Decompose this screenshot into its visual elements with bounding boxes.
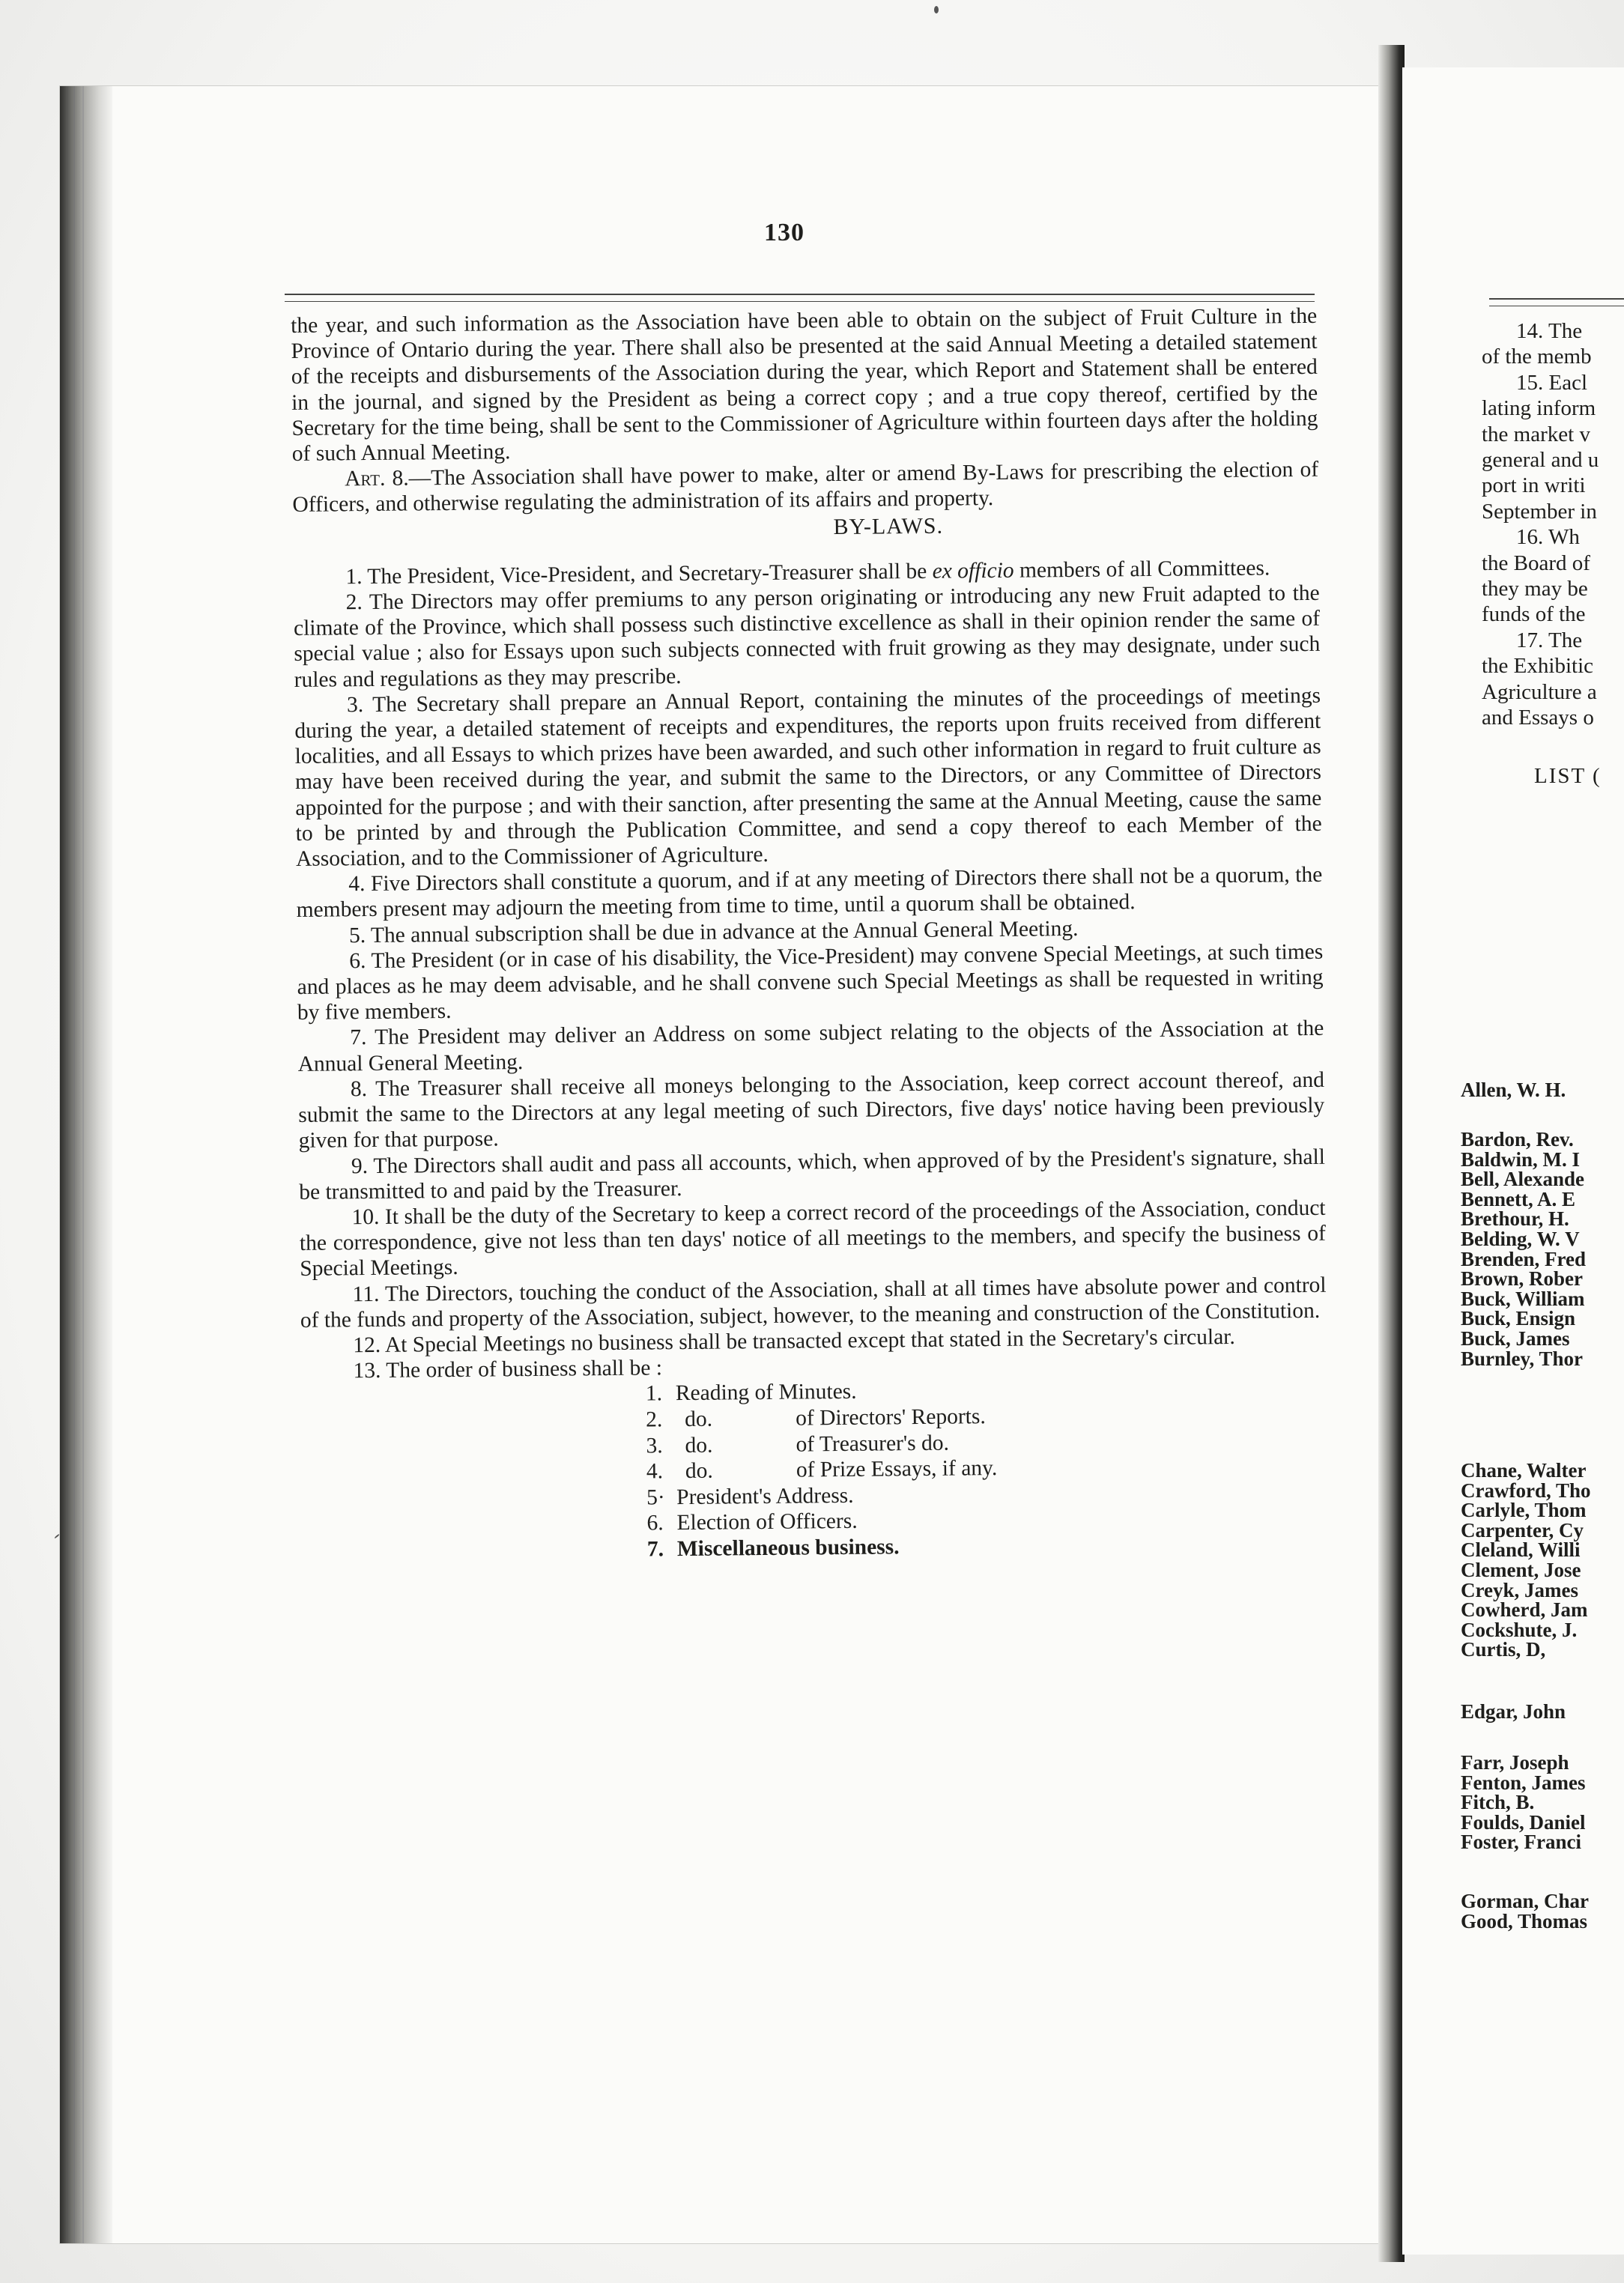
members-group-d xyxy=(1461,1702,1566,1722)
member-name: Carlyle, Thom xyxy=(1461,1499,1587,1522)
header-rule xyxy=(285,294,1315,295)
bylaw-6: 6. The President (or in case of his disability, the Vice-President) may convene Special Meetings, at such times and places as he may deem advisable, and he shall convene such Special Meetings as shall be requested in writing by five members. xyxy=(297,939,1324,1025)
right-text-line: 15. Eacl xyxy=(1516,370,1588,395)
member-name: Buck, William xyxy=(1461,1287,1585,1310)
member-name: Bell, Alexande xyxy=(1461,1168,1585,1191)
bylaw-8: 8. The Treasurer shall receive all moneys belonging to the Association, keep correct account thereof, and submit the same to the Directors at any legal meeting of such Directors, five days' notice having been previously given for that purpose. xyxy=(298,1067,1325,1153)
right-text-line: general and u xyxy=(1482,448,1599,473)
member-name: Crawford, Tho xyxy=(1461,1479,1591,1502)
member-name: Foulds, Daniel xyxy=(1461,1810,1586,1834)
order-item-text: of Directors' Reports. xyxy=(796,1404,986,1431)
bylaw-9: 9. The Directors shall audit and pass all accounts, which, when approved of by the President's signature, shall be transmitted to and paid by the Treasurer. xyxy=(299,1144,1326,1204)
member-name: Allen, W. H. xyxy=(1461,1079,1566,1101)
member-name: Brethour, H. xyxy=(1461,1207,1569,1231)
bylaw-10: 10. It shall be the duty of the Secretary to keep a correct record of the proceedings of the Association, conduct the correspondence, give not less than ten days' notice of all meetings to the members, and specify the business of Special Meetings. xyxy=(299,1195,1327,1282)
left-page-body xyxy=(291,303,1329,1566)
left-page-edge xyxy=(60,86,112,2243)
order-item-number: 5· xyxy=(646,1485,665,1510)
members-group-c xyxy=(1461,1461,1591,1660)
member-name: Creyk, James xyxy=(1461,1578,1578,1601)
order-item-text: Reading of Minutes. xyxy=(675,1380,857,1406)
member-name: Burnley, Thor xyxy=(1461,1347,1584,1370)
right-text-line: Agriculture a xyxy=(1482,679,1597,704)
right-text-line: funds of the xyxy=(1482,602,1586,627)
article-8-paragraph xyxy=(292,457,1319,518)
bylaws-heading: BY-LAWS. xyxy=(833,513,944,539)
right-text-line: the Exhibitic xyxy=(1482,654,1593,679)
right-header-rule xyxy=(1489,298,1624,300)
member-name: Belding, W. V xyxy=(1461,1227,1580,1250)
bylaw-4: 4. Five Directors shall constitute a quorum, and if at any meeting of Directors there shall not be a quorum, the members present may adjourn the meeting from time to time, until a quorum shall be obtained. xyxy=(296,863,1323,923)
right-text-line: of the memb xyxy=(1482,345,1592,369)
member-name: Good, Thomas xyxy=(1461,1909,1588,1932)
bylaw-5: 5. The annual subscription shall be due in advance at the Annual General Meeting. xyxy=(348,916,1079,948)
right-page-body xyxy=(1482,318,1624,731)
member-name: Curtis, D, xyxy=(1461,1638,1546,1661)
right-text-line: and Essays o xyxy=(1482,706,1594,730)
member-name: Bardon, Rev. xyxy=(1461,1128,1574,1150)
article-8-label: Art. 8. xyxy=(344,466,409,491)
bylaw-2: 2. The Directors may offer premiums to any person originating or introducing any new Fruit adapted to the climate of the Province, which shall possess such distinctive excellence as shall in their opinion render the same of special value ; also for Essays upon such subjects connected with fruit growing as they may designate, under such rules and regulations as they may prescribe. xyxy=(293,580,1321,692)
order-item-number: 6. xyxy=(646,1511,664,1535)
member-name: Baldwin, M. I xyxy=(1461,1147,1581,1171)
member-name: Edgar, John xyxy=(1461,1700,1566,1723)
members-group-b xyxy=(1461,1130,1586,1368)
members-group-a xyxy=(1461,1080,1566,1100)
order-item-ditto: do. xyxy=(685,1458,713,1484)
member-name: Fitch, B. xyxy=(1461,1791,1535,1814)
bylaw-11: 11. The Directors, touching the conduct of the Association, shall at all times have absolute power and control of the funds and property of the Association, subject, however, to the meaning and construction of the Constitution. xyxy=(300,1273,1327,1332)
order-item-ditto: do. xyxy=(685,1407,713,1431)
order-item-ditto: do. xyxy=(685,1433,713,1458)
members-group-e xyxy=(1461,1753,1586,1852)
right-text-line: 17. The xyxy=(1516,628,1583,652)
article-8-text: —The Association shall have power to make, alter or amend By-Laws for prescribing the election of Officers, and otherwise regulating the administration of its affairs and property. xyxy=(292,458,1319,518)
order-item-text: of Prize Essays, if any. xyxy=(796,1456,998,1482)
bylaw-7: 7. The President may deliver an Address on some subject relating to the objects of the Association at the Annual General Meeting. xyxy=(297,1016,1324,1076)
order-item-number: 1. xyxy=(645,1381,663,1406)
member-name: Cockshute, J. xyxy=(1461,1618,1578,1641)
right-text-line: they may be xyxy=(1482,577,1588,601)
order-item-number: 4. xyxy=(646,1459,664,1484)
bylaw-1-italic: ex officio xyxy=(932,558,1014,583)
member-name: Carpenter, Cy xyxy=(1461,1518,1584,1541)
order-item-number: 7. xyxy=(646,1537,664,1562)
right-text-line: 16. Wh xyxy=(1516,525,1580,550)
order-item-number: 2. xyxy=(646,1407,663,1432)
member-name: Farr, Joseph xyxy=(1461,1751,1569,1774)
bylaw-3: 3. The Secretary shall prepare an Annual Report, containing the minutes of the proceedings of meetings during the year, a detailed statement of receipts and expenditures, the reports upon fruits received from different localities, and all Essays to which prizes have been awarded, and such other information in regard to fruit culture as may have been received during the year, and submit the same to the Directors, or any Committee of Directors appointed for the purpose ; and with their sanction, after presenting the same at the Annual Meeting, cause the same to be printed by and through the Publication Committee, and send a copy thereof to each Member of the Association, and to the Commissioner of Agriculture. xyxy=(294,683,1322,872)
member-name: Brown, Rober xyxy=(1461,1267,1584,1291)
right-text-line: September in xyxy=(1482,499,1597,524)
page-number: 130 xyxy=(764,219,805,246)
member-name: Gorman, Char xyxy=(1461,1890,1589,1912)
member-name: Clement, Jose xyxy=(1461,1558,1581,1581)
member-name: Brenden, Fred xyxy=(1461,1247,1587,1270)
bylaw-12: 12. At Special Meetings no business shall be transacted except that stated in the Secretary's circular. xyxy=(353,1324,1235,1358)
right-text-line: port in writi xyxy=(1482,473,1586,498)
order-item-text: of Treasurer's do. xyxy=(796,1431,950,1457)
member-name: Cowherd, Jam xyxy=(1461,1598,1588,1622)
right-text-line: the market v xyxy=(1482,422,1590,446)
right-text-line: the Board of xyxy=(1482,551,1590,575)
order-of-business-list xyxy=(301,1374,1329,1565)
bylaw-1-text: 1. The President, Vice-President, and Secretary-Treasurer shall be xyxy=(345,559,933,589)
member-name: Buck, James xyxy=(1461,1327,1570,1350)
member-name: Cleland, Willi xyxy=(1461,1538,1581,1562)
order-item-text: Miscellaneous business. xyxy=(676,1535,900,1562)
bylaw-1-text-end: members of all Committees. xyxy=(1014,556,1270,583)
member-name: Foster, Franci xyxy=(1461,1831,1581,1854)
member-name: Chane, Walter xyxy=(1461,1459,1587,1482)
order-item-number: 3. xyxy=(646,1433,663,1458)
order-item-text: President's Address. xyxy=(676,1483,854,1509)
member-name: Fenton, James xyxy=(1461,1771,1586,1794)
header-rule-thin xyxy=(285,301,1315,302)
right-text-line: lating inform xyxy=(1482,396,1596,421)
members-group-f xyxy=(1461,1891,1589,1931)
continuation-paragraph: the year, and such information as the Association have been able to obtain on the subject of Fruit Culture in the Province of Ontario during the year. There shall also be presented at the said Annual Meeting a detailed statement of the receipts and disbursements of the Association during the year, which Report and Statement shall be entered in the journal, and signed by the President as being a correct copy ; and a true copy thereof, certified by the Secretary for the time being, shall be sent to the Commissioner of Agriculture within fourteen days after the holding of such Annual Meeting. xyxy=(291,303,1318,467)
right-text-line: 14. The xyxy=(1516,319,1583,343)
scan-speck xyxy=(934,6,939,13)
bylaw-13: 13. The order of business shall be : xyxy=(353,1356,663,1383)
member-name: Buck, Ensign xyxy=(1461,1307,1576,1330)
book-gutter xyxy=(1378,45,1405,2262)
order-item-text: Election of Officers. xyxy=(676,1509,858,1535)
members-list-heading: LIST ( xyxy=(1534,764,1602,788)
member-name: Bennett, A. E xyxy=(1461,1187,1576,1210)
